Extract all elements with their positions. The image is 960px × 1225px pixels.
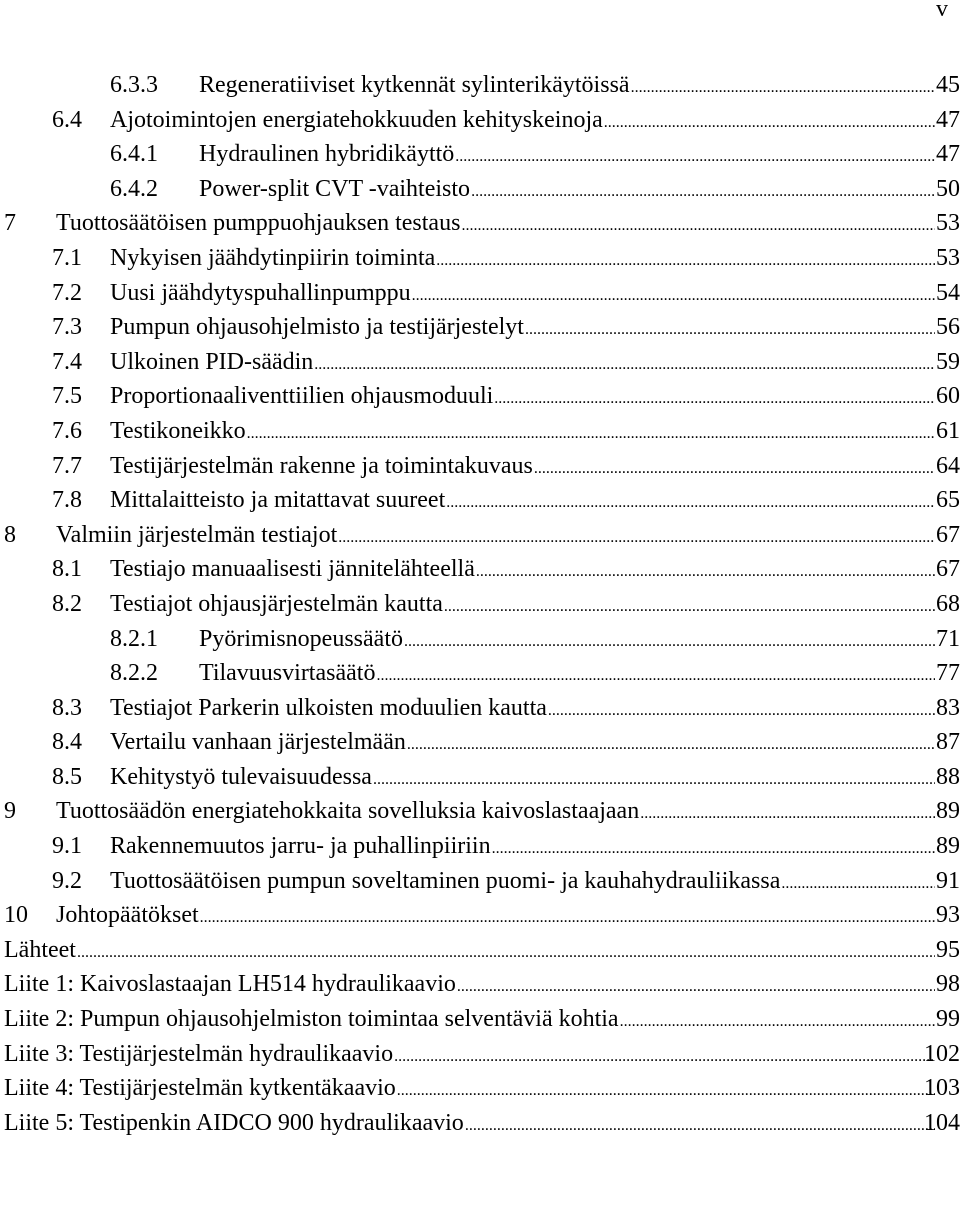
toc-entry[interactable]: [0, 898, 960, 933]
toc-entry-title: Testikoneikko: [110, 417, 246, 444]
toc-entry-number: 8.2.2: [110, 660, 158, 687]
toc-entry-title: Testiajot ohjausjärjestelmän kautta: [110, 590, 443, 617]
toc-entry-title-wrap: [4, 967, 936, 1005]
toc-entry-page: 54: [936, 279, 960, 306]
toc-entry-number: 8.2: [52, 590, 82, 617]
dot-leader: [446, 486, 935, 521]
toc-entry-title-wrap: [110, 483, 936, 521]
toc-entry-page: 88: [936, 763, 960, 790]
toc-entry-number: 7.4: [52, 348, 82, 375]
toc-entry-title-wrap: [4, 1002, 936, 1040]
dot-leader: [407, 728, 935, 763]
toc-entry-title: Liite 3: Testijärjestelmän hydraulikaavio: [4, 1040, 394, 1067]
toc-entry-title: Liite 2: Pumpun ohjausohjelmiston toimintaa selventäviä kohtia: [4, 1006, 619, 1033]
toc-entry-number: 6.4.2: [110, 175, 158, 202]
toc-entry-number: 7.1: [52, 244, 82, 271]
toc-entry-title: Vertailu vanhaan järjestelmään: [110, 729, 406, 756]
toc-entry[interactable]: [0, 379, 960, 414]
toc-entry-title: Proportionaaliventtiilien ohjausmoduuli: [110, 383, 494, 410]
toc-entry[interactable]: [0, 310, 960, 345]
dot-leader: [77, 936, 935, 971]
toc-entry-title-wrap: [4, 1071, 936, 1109]
toc-entry[interactable]: [0, 656, 960, 691]
toc-entry[interactable]: [0, 518, 960, 553]
toc-entry[interactable]: [0, 1002, 960, 1037]
toc-entry-title-wrap: [199, 172, 936, 210]
dot-leader: [457, 970, 935, 1005]
toc-entry[interactable]: [0, 103, 960, 138]
toc-entry[interactable]: [0, 622, 960, 657]
toc-entry[interactable]: [0, 1037, 960, 1072]
toc-entry-title: Testiajo manuaalisesti jännitelähteellä: [110, 556, 475, 583]
toc-entry-page: 47: [936, 106, 960, 133]
toc-entry-title: Ulkoinen PID-säädin: [110, 348, 314, 375]
toc-entry-page: 53: [936, 244, 960, 271]
toc-entry[interactable]: [0, 276, 960, 311]
toc-entry-page: 71: [936, 625, 960, 652]
dot-leader: [781, 867, 935, 902]
toc-entry[interactable]: [0, 794, 960, 829]
toc-entry-title-wrap: [110, 414, 936, 452]
toc-entry-title: Liite 4: Testijärjestelmän kytkentäkaavio: [4, 1075, 396, 1102]
dot-leader: [640, 797, 935, 832]
dot-leader: [314, 348, 935, 383]
toc-entry-title-wrap: [199, 656, 936, 694]
dot-leader: [394, 1040, 935, 1075]
toc-entry[interactable]: [0, 864, 960, 899]
toc-entry-title: Nykyisen jäähdytinpiirin toiminta: [110, 244, 436, 271]
toc-entry-number: 9.2: [52, 867, 82, 894]
toc-entry-page: 83: [936, 694, 960, 721]
toc-entry-page: 77: [936, 660, 960, 687]
dot-leader: [620, 1005, 935, 1040]
toc-entry-number: 8.5: [52, 763, 82, 790]
toc-entry-page: 59: [936, 348, 960, 375]
toc-entry[interactable]: [0, 137, 960, 172]
toc-entry-number: 7.3: [52, 314, 82, 341]
dot-leader: [455, 140, 935, 175]
toc-entry-title-wrap: [110, 449, 936, 487]
toc-entry[interactable]: [0, 172, 960, 207]
toc-entry-title: Liite 5: Testipenkin AIDCO 900 hydraulikaavio: [4, 1109, 464, 1136]
dot-leader: [376, 659, 935, 694]
toc-entry-title: Tuottosäätöisen pumppuohjauksen testaus: [56, 210, 461, 237]
toc-entry-page: 56: [936, 314, 960, 341]
toc-entry-page: 65: [936, 487, 960, 514]
toc-entry-number: 8.2.1: [110, 625, 158, 652]
toc-entry-number: 8: [4, 521, 16, 548]
toc-entry-title-wrap: [199, 137, 936, 175]
dot-leader: [404, 625, 935, 660]
toc-entry-title: Ajotoimintojen energiatehokkuuden kehityskeinoja: [110, 106, 603, 133]
toc-entry-number: 8.4: [52, 729, 82, 756]
toc-entry-title-wrap: [56, 898, 936, 936]
toc-entry-page: 53: [936, 210, 960, 237]
toc-entry-title-wrap: [56, 518, 936, 556]
toc-entry-page: 67: [936, 521, 960, 548]
toc-entry[interactable]: [0, 1106, 960, 1141]
toc-entry-page: 104: [924, 1109, 960, 1136]
toc-entry-title: Power-split CVT -vaihteisto: [199, 175, 471, 202]
toc-entry-title-wrap: [110, 587, 936, 625]
dot-leader: [494, 382, 935, 417]
toc-entry[interactable]: [0, 552, 960, 587]
toc-entry-title: Regeneratiiviset kytkennät sylinterikäytöissä: [199, 72, 630, 98]
toc-entry-title-wrap: [110, 691, 936, 729]
toc-entry-title-wrap: [110, 725, 936, 763]
dot-leader: [444, 590, 935, 625]
table-of-contents: [0, 68, 960, 1140]
dot-leader: [465, 1109, 935, 1144]
dot-leader: [338, 521, 935, 556]
toc-entry[interactable]: [0, 829, 960, 864]
toc-entry-page: 93: [936, 902, 960, 929]
toc-entry[interactable]: [0, 933, 960, 968]
toc-entry-number: 8.3: [52, 694, 82, 721]
toc-entry-page: 61: [936, 417, 960, 444]
toc-entry-number: 9.1: [52, 833, 82, 860]
toc-entry-number: 9: [4, 798, 16, 825]
toc-entry-title-wrap: [4, 933, 936, 971]
toc-entry-title-wrap: [4, 1037, 936, 1075]
toc-entry[interactable]: [0, 967, 960, 1002]
toc-entry-page: 68: [936, 590, 960, 617]
dot-leader: [471, 175, 935, 210]
toc-entry-title-wrap: [56, 206, 936, 244]
toc-entry-title: Testiajot Parkerin ulkoisten moduulien kautta: [110, 694, 547, 721]
toc-entry-title-wrap: [110, 310, 936, 348]
dot-leader: [476, 555, 935, 590]
dot-leader: [397, 1074, 935, 1109]
toc-entry-number: 7.2: [52, 279, 82, 306]
toc-entry-title: Testijärjestelmän rakenne ja toimintakuvaus: [110, 452, 533, 479]
toc-entry-title: Tilavuusvirtasäätö: [199, 660, 376, 687]
dot-leader: [436, 244, 935, 279]
dot-leader: [631, 71, 935, 106]
toc-entry[interactable]: [0, 483, 960, 518]
toc-entry-page: 103: [924, 1075, 960, 1102]
dot-leader: [200, 901, 935, 936]
toc-entry-title: Kehitystyö tulevaisuudessa: [110, 763, 372, 790]
toc-entry[interactable]: [0, 68, 960, 103]
toc-entry[interactable]: [0, 691, 960, 726]
toc-entry-title-wrap: [110, 103, 936, 141]
toc-entry-title-wrap: [110, 276, 936, 314]
toc-entry-page: 47: [936, 141, 960, 168]
toc-entry-title-wrap: [110, 829, 936, 867]
toc-entry[interactable]: [0, 241, 960, 276]
toc-entry-title-wrap: [110, 864, 936, 902]
toc-entry-title-wrap: [56, 794, 936, 832]
toc-entry-title: Tuottosäätöisen pumpun soveltaminen puomi- ja kauhahydrauliikassa: [110, 867, 781, 894]
dot-leader: [492, 832, 935, 867]
dot-leader: [461, 209, 935, 244]
toc-entry-number: 10: [4, 902, 28, 929]
toc-entry-title: Pyörimisnopeussäätö: [199, 625, 403, 652]
toc-entry-number: 7.8: [52, 487, 82, 514]
dot-leader: [548, 694, 935, 729]
toc-entry-title: Johtopäätökset: [56, 902, 199, 929]
toc-entry-number: 7.6: [52, 417, 82, 444]
toc-entry-number: 7: [4, 210, 16, 237]
toc-entry-title: Lähteet: [4, 936, 76, 963]
toc-entry-title-wrap: [110, 345, 936, 383]
dot-leader: [534, 452, 935, 487]
toc-entry-title: Rakennemuutos jarru- ja puhallinpiiriin: [110, 833, 491, 860]
toc-entry[interactable]: [0, 345, 960, 380]
toc-entry-title-wrap: [110, 379, 936, 417]
toc-entry-title-wrap: [199, 68, 936, 106]
toc-entry[interactable]: [0, 414, 960, 449]
toc-entry-number: 7.7: [52, 452, 82, 479]
toc-entry-number: 6.4: [52, 106, 82, 133]
toc-entry-page: 95: [936, 936, 960, 963]
toc-entry[interactable]: [0, 587, 960, 622]
toc-entry-title: Liite 1: Kaivoslastaajan LH514 hydraulikaavio: [4, 971, 456, 998]
toc-entry-number: 6.4.1: [110, 141, 158, 168]
toc-entry-page: 89: [936, 833, 960, 860]
toc-entry-page: 67: [936, 556, 960, 583]
toc-entry[interactable]: [0, 725, 960, 760]
toc-entry[interactable]: [0, 1071, 960, 1106]
toc-entry[interactable]: [0, 449, 960, 484]
toc-entry-title-wrap: [110, 241, 936, 279]
toc-entry-title-wrap: [199, 622, 936, 660]
toc-entry-title: Hydraulinen hybridikäyttö: [199, 141, 455, 168]
toc-entry-page: 50: [936, 175, 960, 202]
toc-entry-page: 91: [936, 867, 960, 894]
toc-entry-page: 102: [924, 1040, 960, 1067]
toc-entry-number: 6.3.3: [110, 72, 158, 98]
toc-entry-page: 64: [936, 452, 960, 479]
dot-leader: [525, 313, 935, 348]
toc-entry-title: Pumpun ohjausohjelmisto ja testijärjestelyt: [110, 314, 524, 341]
dot-leader: [247, 417, 935, 452]
toc-entry-number: 8.1: [52, 556, 82, 583]
toc-entry[interactable]: [0, 760, 960, 795]
toc-entry-title: Mittalaitteisto ja mitattavat suureet: [110, 487, 446, 514]
dot-leader: [373, 763, 935, 798]
toc-entry-page: 89: [936, 798, 960, 825]
toc-entry-title: Tuottosäädön energiatehokkaita sovelluksia kaivoslastaajaan: [56, 798, 640, 825]
dot-leader: [412, 279, 935, 314]
toc-entry-page: 99: [936, 1006, 960, 1033]
toc-entry-page: 87: [936, 729, 960, 756]
toc-entry-title-wrap: [4, 1106, 936, 1144]
toc-entry-page: 45: [936, 72, 960, 98]
toc-entry[interactable]: [0, 206, 960, 241]
toc-entry-number: 7.5: [52, 383, 82, 410]
toc-entry-title-wrap: [110, 552, 936, 590]
toc-entry-page: 60: [936, 383, 960, 410]
toc-entry-page: 98: [936, 971, 960, 998]
toc-entry-title: Valmiin järjestelmän testiajot: [56, 521, 338, 548]
page-number: v: [936, 0, 948, 22]
toc-entry-title: Uusi jäähdytyspuhallinpumppu: [110, 279, 411, 306]
dot-leader: [604, 106, 935, 141]
toc-entry-title-wrap: [110, 760, 936, 798]
